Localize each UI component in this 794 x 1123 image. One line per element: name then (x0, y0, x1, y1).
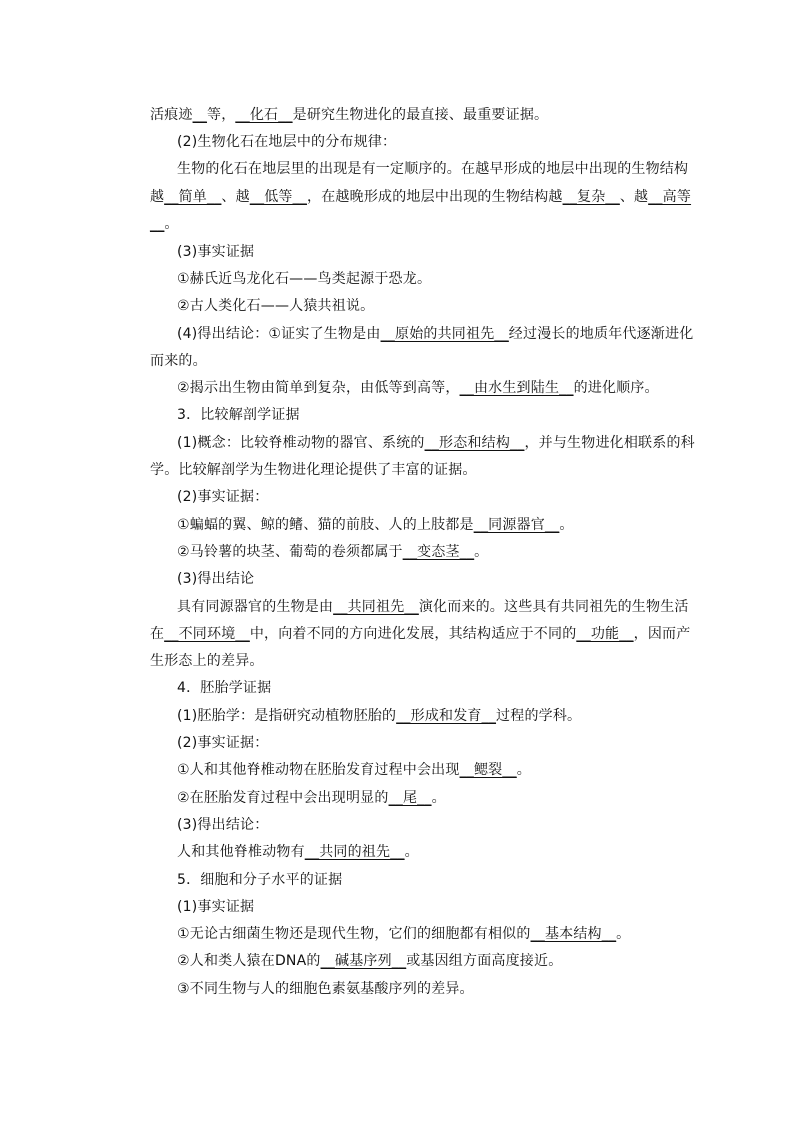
text-line (177, 761, 777, 779)
answer-blank: __ (192, 107, 208, 123)
answer-blank: __ (150, 216, 165, 232)
answer-blank: __基本结构__ (530, 926, 617, 942)
text-run: (2)生物化石在地层中的分布规律： (177, 134, 397, 150)
text-run: ②在胚胎发育过程中会出现明显的 (177, 790, 389, 806)
text-run: (2)事实证据： (177, 735, 269, 751)
answer-blank: __变态茎__ (402, 544, 475, 560)
text-line (150, 652, 750, 670)
text-run: 。 (404, 844, 419, 860)
text-run: 人和其他脊椎动物有 (177, 844, 305, 860)
text-run: ①蝙蝠的翼、鲸的鳍、猫的前肢、人的上肢都是 (177, 517, 474, 533)
answer-blank: __不同环境__ (164, 626, 250, 642)
answer-blank: __鳃裂__ (459, 762, 517, 778)
text-run: 经过漫长的地质年代逐渐进化 (508, 326, 694, 342)
text-line (177, 243, 777, 261)
text-run: 。 (474, 544, 489, 560)
text-line (177, 543, 777, 561)
text-run: 生形态上的差异。 (150, 653, 264, 669)
text-line (177, 734, 777, 752)
text-run: 。 (559, 517, 574, 533)
text-line (177, 980, 777, 998)
text-run: 在 (150, 626, 165, 642)
text-run: ②马铃薯的块茎、葡萄的卷须都属于 (177, 544, 403, 560)
text-line (177, 160, 777, 178)
text-run: 3．比较解剖学证据 (177, 407, 300, 423)
text-line (177, 133, 777, 151)
text-run: ②古人类化石——人猿共祖说。 (177, 298, 375, 314)
text-line (177, 843, 777, 861)
text-run: ①人和其他脊椎动物在胚胎发育过程中会出现 (177, 762, 460, 778)
section-heading (177, 871, 777, 889)
text-run: (3)得出结论 (177, 571, 255, 587)
text-line (177, 925, 777, 943)
text-line (150, 625, 750, 643)
text-run: (1)事实证据 (177, 899, 255, 915)
text-run: ③不同生物与人的细胞色素氨基酸序列的差异。 (177, 981, 474, 997)
text-run: 5．细胞和分子水平的证据 (177, 872, 343, 888)
text-run: 。 (516, 762, 531, 778)
text-run: 的进化顺序。 (573, 380, 659, 396)
text-run: 、越 (221, 189, 250, 205)
text-run: 学。比较解剖学为生物进化理论提供了丰富的证据。 (150, 462, 477, 478)
text-run: (1)胚胎学：是指研究动植物胚胎的 (177, 708, 397, 724)
text-run: ②人和类人猿在DNA的 (177, 953, 321, 969)
text-run: 越 (150, 189, 165, 205)
text-run: 等， (207, 107, 236, 123)
text-line (177, 516, 777, 534)
text-line (177, 952, 777, 970)
text-run: (2)事实证据： (177, 489, 269, 505)
text-run: 活痕迹 (150, 107, 193, 123)
answer-blank: __功能__ (576, 626, 634, 642)
answer-blank: __共同的祖先__ (304, 844, 405, 860)
text-run: (4)得出结论：①证实了生物是由 (177, 326, 381, 342)
text-line (150, 352, 750, 370)
text-line (177, 816, 777, 834)
text-run: ，并与生物进化相联系的科 (524, 435, 695, 451)
text-line (150, 188, 750, 206)
text-run: 4．胚胎学证据 (177, 680, 272, 696)
answer-blank: __同源器官__ (473, 517, 560, 533)
text-run: (1)概念：比较脊椎动物的器官、系统的 (177, 435, 425, 451)
answer-blank: __碱基序列__ (320, 953, 407, 969)
answer-blank: __高等 (648, 189, 692, 205)
text-run: 。 (616, 926, 631, 942)
text-line (177, 297, 777, 315)
section-heading (177, 406, 777, 424)
text-line (150, 461, 750, 479)
text-run: 中，向着不同的方向进化发展，其结构适应于不同的 (249, 626, 577, 642)
text-line (177, 598, 777, 616)
text-run: (3)得出结论： (177, 817, 269, 833)
text-run: 。 (164, 216, 179, 232)
text-line (177, 379, 777, 397)
text-run: 、越 (619, 189, 649, 205)
text-line (177, 570, 777, 588)
text-line (150, 106, 750, 124)
answer-blank: __化石__ (235, 107, 293, 123)
text-run: 生物的化石在地层里的出现是有一定顺序的。在越早形成的地层中出现的生物结构 (177, 161, 689, 177)
text-line (177, 270, 777, 288)
text-run: 或基因组方面高度接近。 (406, 953, 563, 969)
answer-blank: __共同祖先__ (333, 599, 419, 615)
text-run: 具有同源器官的生物是由 (177, 599, 334, 615)
text-run: ，因而产 (633, 626, 691, 642)
text-line (177, 488, 777, 506)
text-run: ①无论古细菌生物还是现代生物，它们的细胞都有相似的 (177, 926, 531, 942)
text-run: ，在越晚形成的地层中出现的生物结构越 (307, 189, 563, 205)
text-line (177, 325, 777, 343)
answer-blank: __尾__ (388, 790, 432, 806)
text-run: ②揭示出生物由简单到复杂，由低等到高等， (177, 380, 460, 396)
answer-blank: __原始的共同祖先__ (380, 326, 509, 342)
section-heading (177, 679, 777, 697)
answer-blank: __简单__ (164, 189, 222, 205)
text-line (177, 707, 777, 725)
text-run: 演化而来的。这些具有共同祖先的生物生活 (418, 599, 689, 615)
text-line (150, 215, 750, 233)
answer-blank: __复杂__ (562, 189, 620, 205)
text-line (177, 789, 777, 807)
answer-blank: __形成和发育__ (396, 708, 497, 724)
text-run: (3)事实证据 (177, 244, 255, 260)
text-run: 。 (431, 790, 446, 806)
answer-blank: __低等__ (249, 189, 308, 205)
answer-blank: __形态和结构__ (424, 435, 525, 451)
text-run: ①赫氏近鸟龙化石——鸟类起源于恐龙。 (177, 271, 432, 287)
text-run: 过程的学科。 (496, 708, 582, 724)
answer-blank: __由水生到陆生__ (459, 380, 574, 396)
text-line (177, 434, 777, 452)
text-run: 而来的。 (150, 353, 207, 369)
text-run: 是研究生物进化的最直接、最重要证据。 (292, 107, 549, 123)
text-line (177, 898, 777, 916)
